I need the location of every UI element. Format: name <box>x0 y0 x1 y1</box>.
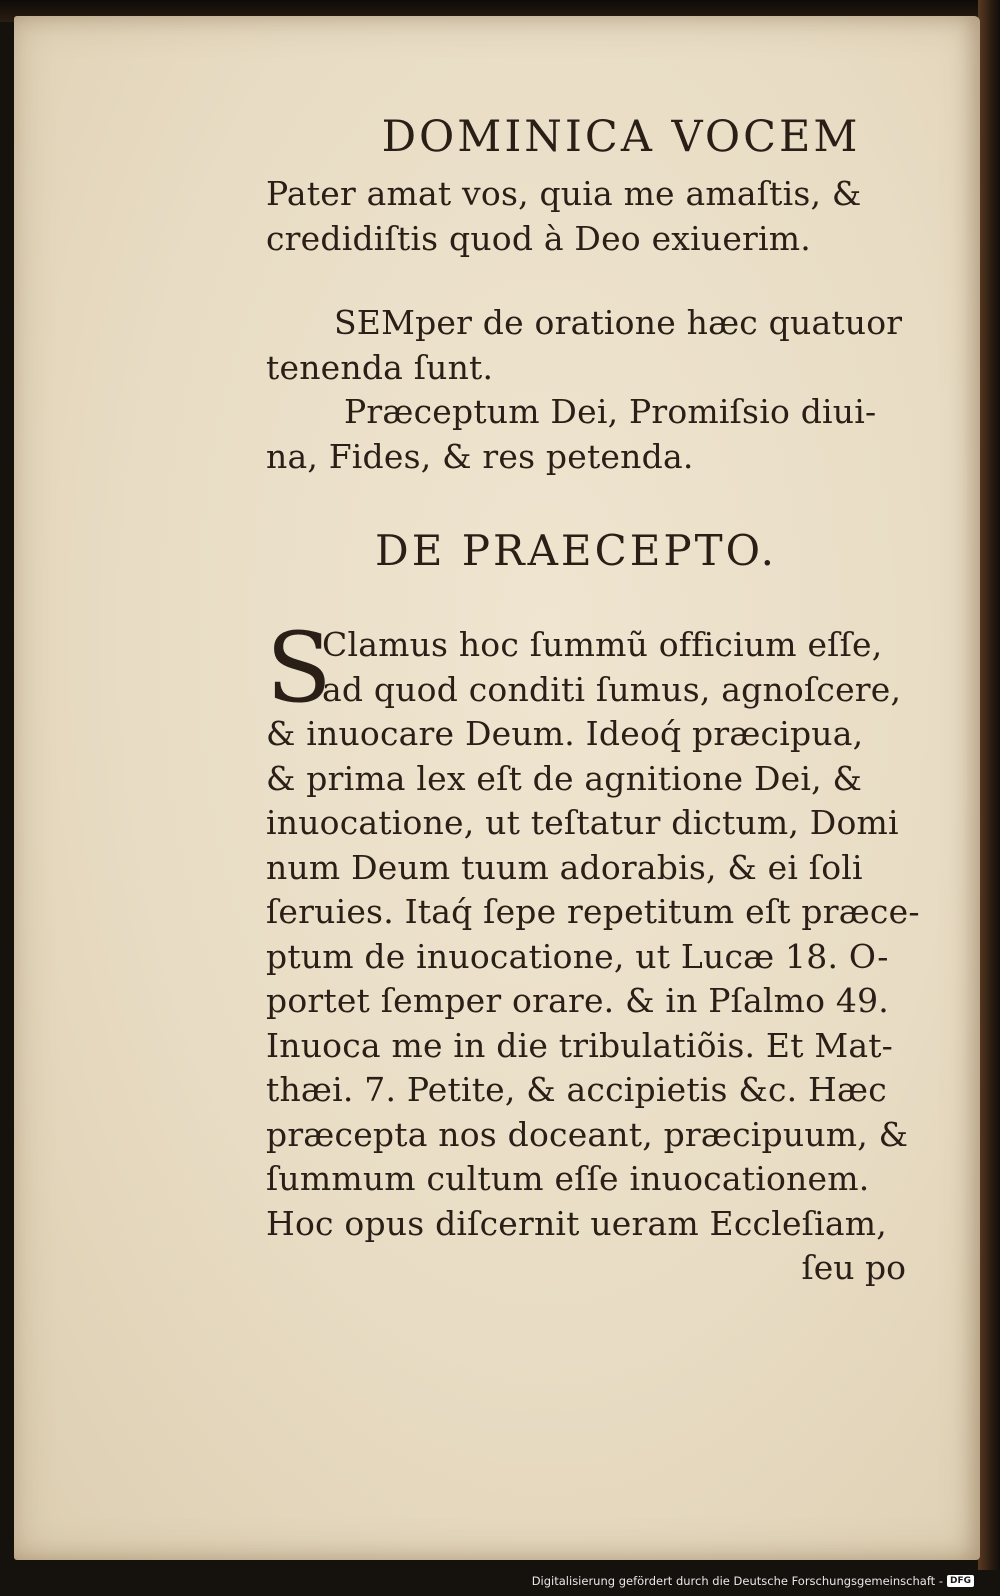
catchword: ſeu po <box>801 1248 906 1287</box>
digitization-credit <box>532 1571 974 1591</box>
body-line-14: Hoc opus diſcernit ueram Eccleſiam, <box>266 1203 887 1243</box>
opening-line-1: Pater amat vos, quia me amaſtis, & <box>266 174 862 213</box>
section-heading: DE PRAECEPTO. <box>375 526 777 575</box>
dfg-logo: DFG <box>947 1575 974 1587</box>
book-edge-right <box>978 0 1000 1570</box>
body-line-11: thæi. 7. Petite, & accipietis &c. Hæc <box>266 1070 887 1109</box>
book-page <box>14 16 980 1560</box>
body-line-5: inuocatione, ut teſtatur dictum, Domi <box>266 803 899 842</box>
opening-line-2: credidiſtis quod à Deo exiuerim. <box>266 218 811 258</box>
body-line-3: & inuocare Deum. Ideoq́ præcipua, <box>266 714 864 753</box>
para1-line-2: tenenda ſunt. <box>266 347 494 387</box>
body-line-1: Clamus hoc ſummũ officium eſſe, <box>322 625 883 664</box>
body-line-6: num Deum tuum adorabis, & ei ſoli <box>266 847 863 887</box>
text-block <box>266 108 946 1291</box>
body-paragraph <box>266 612 946 1291</box>
paragraph-1 <box>266 301 946 479</box>
body-line-10: Inuoca me in die tribulatiõis. Et Mat- <box>266 1025 894 1065</box>
credit-text: Digitalisierung gefördert durch die Deutsche Forschungsgemeinschaft - <box>531 1574 943 1588</box>
para2-line-1: Præceptum Dei, Promiſsio diui- <box>344 392 877 431</box>
body-line-13: ſummum cultum eſſe inuocationem. <box>266 1159 870 1198</box>
para2-line-2: na, Fides, & res petenda. <box>266 436 694 476</box>
para1-line-1: SEMper de oratione hæc quatuor <box>334 303 903 342</box>
body-line-9: portet ſemper orare. & in Pſalmo 49. <box>266 981 890 1020</box>
drop-cap: S <box>266 612 332 724</box>
body-line-4: & prima lex eſt de agnitione Dei, & <box>266 758 863 798</box>
body-line-7: ſeruies. Itaq́ ſepe repetitum eſt præce- <box>266 892 920 931</box>
body-line-2: ad quod conditi ſumus, agnoſcere, <box>322 669 902 709</box>
body-line-12: præcepta nos doceant, præcipuum, & <box>266 1114 909 1154</box>
running-head: DOMINICA VOCEM <box>381 112 861 162</box>
body-line-8: ptum de inuocatione, ut Lucæ 18. O- <box>266 936 889 976</box>
